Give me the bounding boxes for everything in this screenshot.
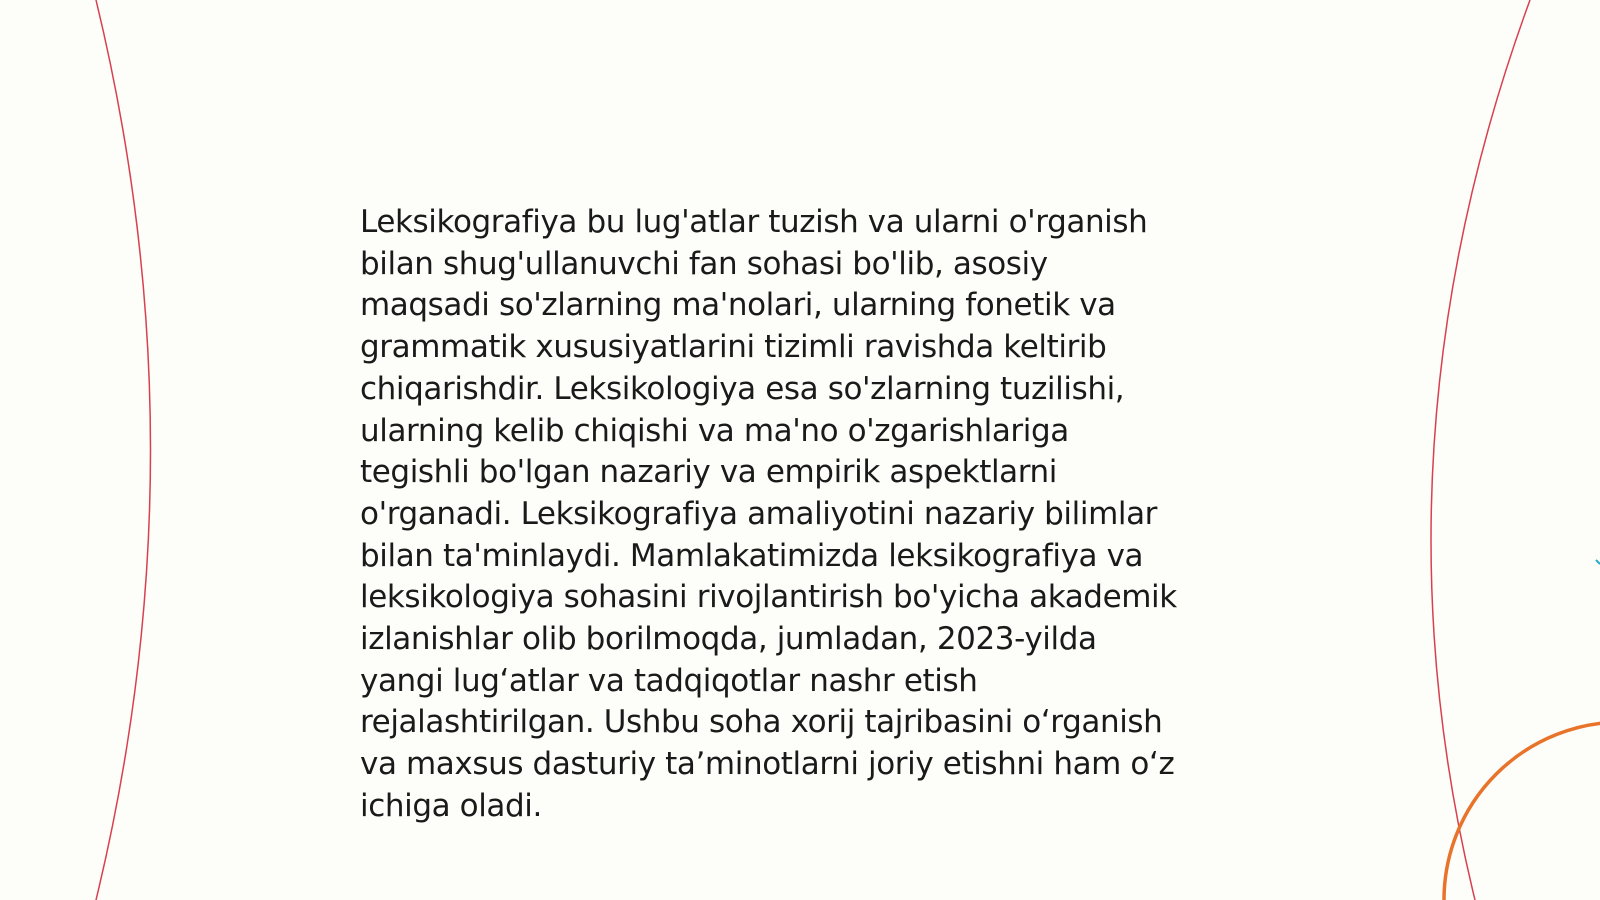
orange-arc — [1444, 722, 1600, 900]
body-paragraph: Leksikografiya bu lug'atlar tuzish va ularni o'rganish bilan shug'ullanuvchi fan sohasi bo'lib, asosiy maqsadi so'zlarning ma'nolari, ularning fonetik va grammatik xususiyatlarini tizimli ravishda keltirib chiqarishdir. Leksikologiya esa so'zlarning tuzilishi, ularning kelib chiqishi va ma'no o'zgarishlariga tegishli bo'lgan nazariy va empirik aspektlarni o'rganadi. Leksikografiya amaliyotini nazariy bilimlar bilan ta'minlaydi. Mamlakatimizda leksikografiya va leksikologiya sohasini rivojlantirish bo'yicha akademik izlanishlar olib borilmoqda, jumladan, 2023-yilda yangi lug‘atlar va tadqiqotlar nashr etish rejalashtirilgan. Ushbu soha xorij tajribasini o‘rganish va maxsus dasturiy ta’minotlarni joriy etishni ham o‘z ichiga oladi. — [360, 204, 1177, 824]
right-curve — [1431, 0, 1530, 900]
left-curve — [96, 0, 151, 900]
teal-accent-mark — [1596, 560, 1600, 564]
